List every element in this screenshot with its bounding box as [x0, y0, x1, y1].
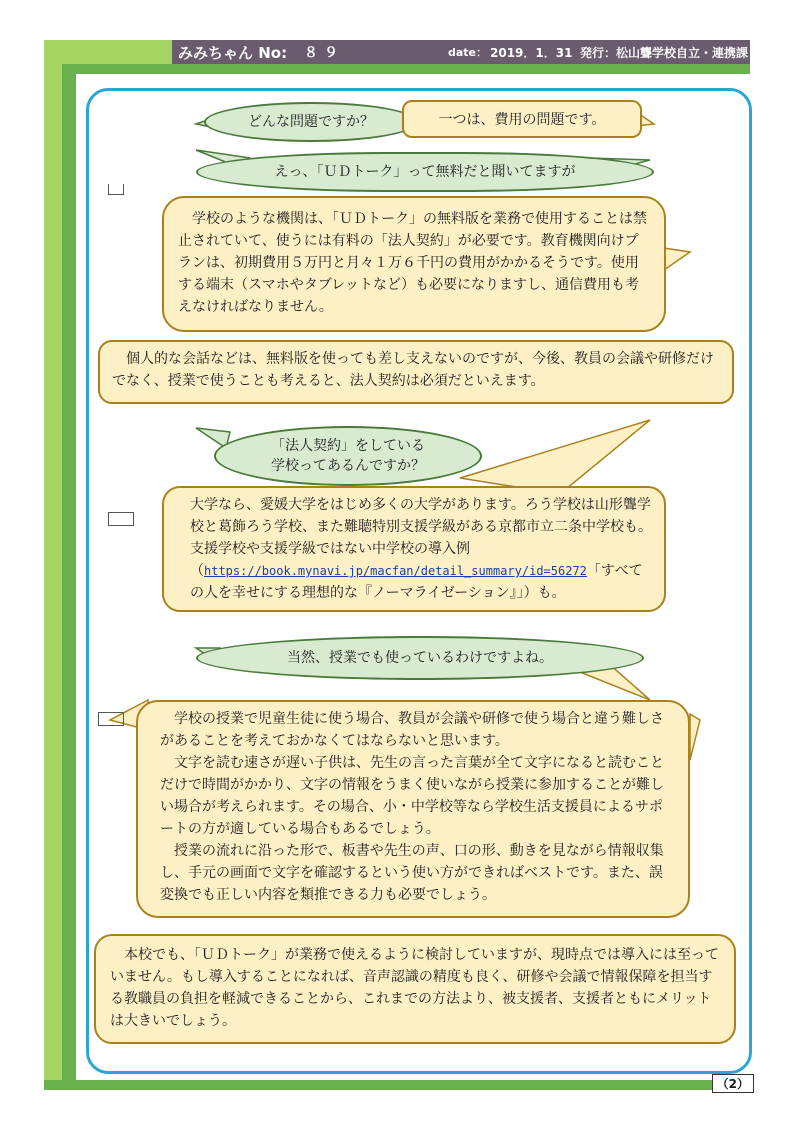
question-bubble-1 — [204, 102, 418, 142]
answer-text-5-p2: 文字を読む速さが遅い子供は、先生の言った言葉が全て文字になると読むことだけで時間がかかり、文字の情報をうまく使いながら授業に参加することが難しい場合が考えられます。その場合、小・中学校等なら学校生活支援員によるサポートの方が適している場合もあるでしょう。 — [160, 755, 664, 837]
question-text-1: どんな問題ですか？ — [248, 114, 374, 130]
answer-text-2: 学校のような機関は、「ＵＤトーク」の無料版を業務で使用することは禁止されていて、使うには有料の「法人契約」が必要です。教育機関向けプランは、初期費用５万円と月々１万６千円の費用がかかるそうです。使用する端末（スマホやタブレットなど）も必要になりますし、通信費用も考えなければなりません。 — [178, 211, 647, 315]
question-bubble-2 — [196, 152, 654, 192]
source-link[interactable]: https://book.mynavi.jp/macfan/detail_summary/id=56272 — [204, 564, 587, 578]
question-text-4: 当然、授業でも使っているわけですよね。 — [287, 650, 553, 666]
answer-bubble-4 — [162, 486, 666, 612]
answer-text-1: 一つは、費用の問題です。 — [438, 112, 606, 128]
left-marker-3 — [98, 712, 124, 726]
left-marker-1 — [108, 184, 124, 195]
answer-text-4 — [190, 494, 652, 604]
answer-text-4-after: 「すべての人を幸せにする理想的な『ノーマライゼーション』」）も。 — [190, 563, 643, 601]
question-text-3 — [271, 436, 425, 476]
answer-text-3: 個人的な会話などは、無料版を使っても差し支えないのですが、今後、教員の会議や研修だけでなく、授業で使うことも考えると、法人契約は必須だといえます。 — [112, 351, 714, 389]
answer-bubble-3 — [98, 340, 734, 404]
answer-bubble-2 — [162, 196, 666, 332]
answer-bubble-1 — [402, 100, 642, 138]
issue-date: 2019．1．31 — [490, 45, 573, 60]
answer-text-5-p1: 学校の授業で児童生徒に使う場合、教員が会議や研修で使う場合と違う難しさがあることを考えておかなくてはならないと思います。 — [160, 711, 664, 749]
question-bubble-3 — [214, 426, 482, 486]
answer-text-5-p3: 授業の流れに沿った形で、板書や先生の声、口の形、動きを見ながら情報収集し、手元の画面で文字を確認するという使い方ができればベストです。また、誤変換でも正しい内容を類推できる力も必要でしょう。 — [160, 843, 664, 903]
newsletter-title: みみちゃん No: — [178, 43, 288, 62]
date-label: date： — [448, 46, 488, 59]
publisher: 発行：松山聾学校自立・連携課 — [580, 45, 749, 60]
page-number: （2） — [712, 1074, 754, 1093]
answer-bubble-5 — [136, 700, 690, 918]
left-marker-2 — [108, 512, 134, 526]
answer-text-6: 本校でも、「ＵＤトーク」が業務で使えるように検討していますが、現時点では導入には至っていません。もし導入することになれば、音声認識の精度も良く、研修や会議で情報保障を担当する教職員の負担を軽減できることから、これまでの方法より、被支援者、支援者ともにメリットは大きいでしょう。 — [110, 947, 719, 1029]
question-text-3-line2: 学校ってあるんですか？ — [271, 458, 425, 474]
question-text-2: えっ、「ＵＤトーク」って無料だと聞いてますが — [274, 164, 576, 180]
answer-bubble-6 — [94, 934, 736, 1044]
question-bubble-4 — [196, 636, 644, 680]
answer-text-4-before: 大学なら、愛媛大学をはじめ多くの大学があります。ろう学校は山形聾学校と葛飾ろう学校、また難聴特別支援学級がある京都市立二条中学校も。支援学校や支援学級ではない中学校の導入例（ — [190, 497, 652, 579]
question-text-3-line1: 「法人契約」をしている — [271, 438, 425, 454]
issue-number: ８９ — [304, 45, 344, 61]
